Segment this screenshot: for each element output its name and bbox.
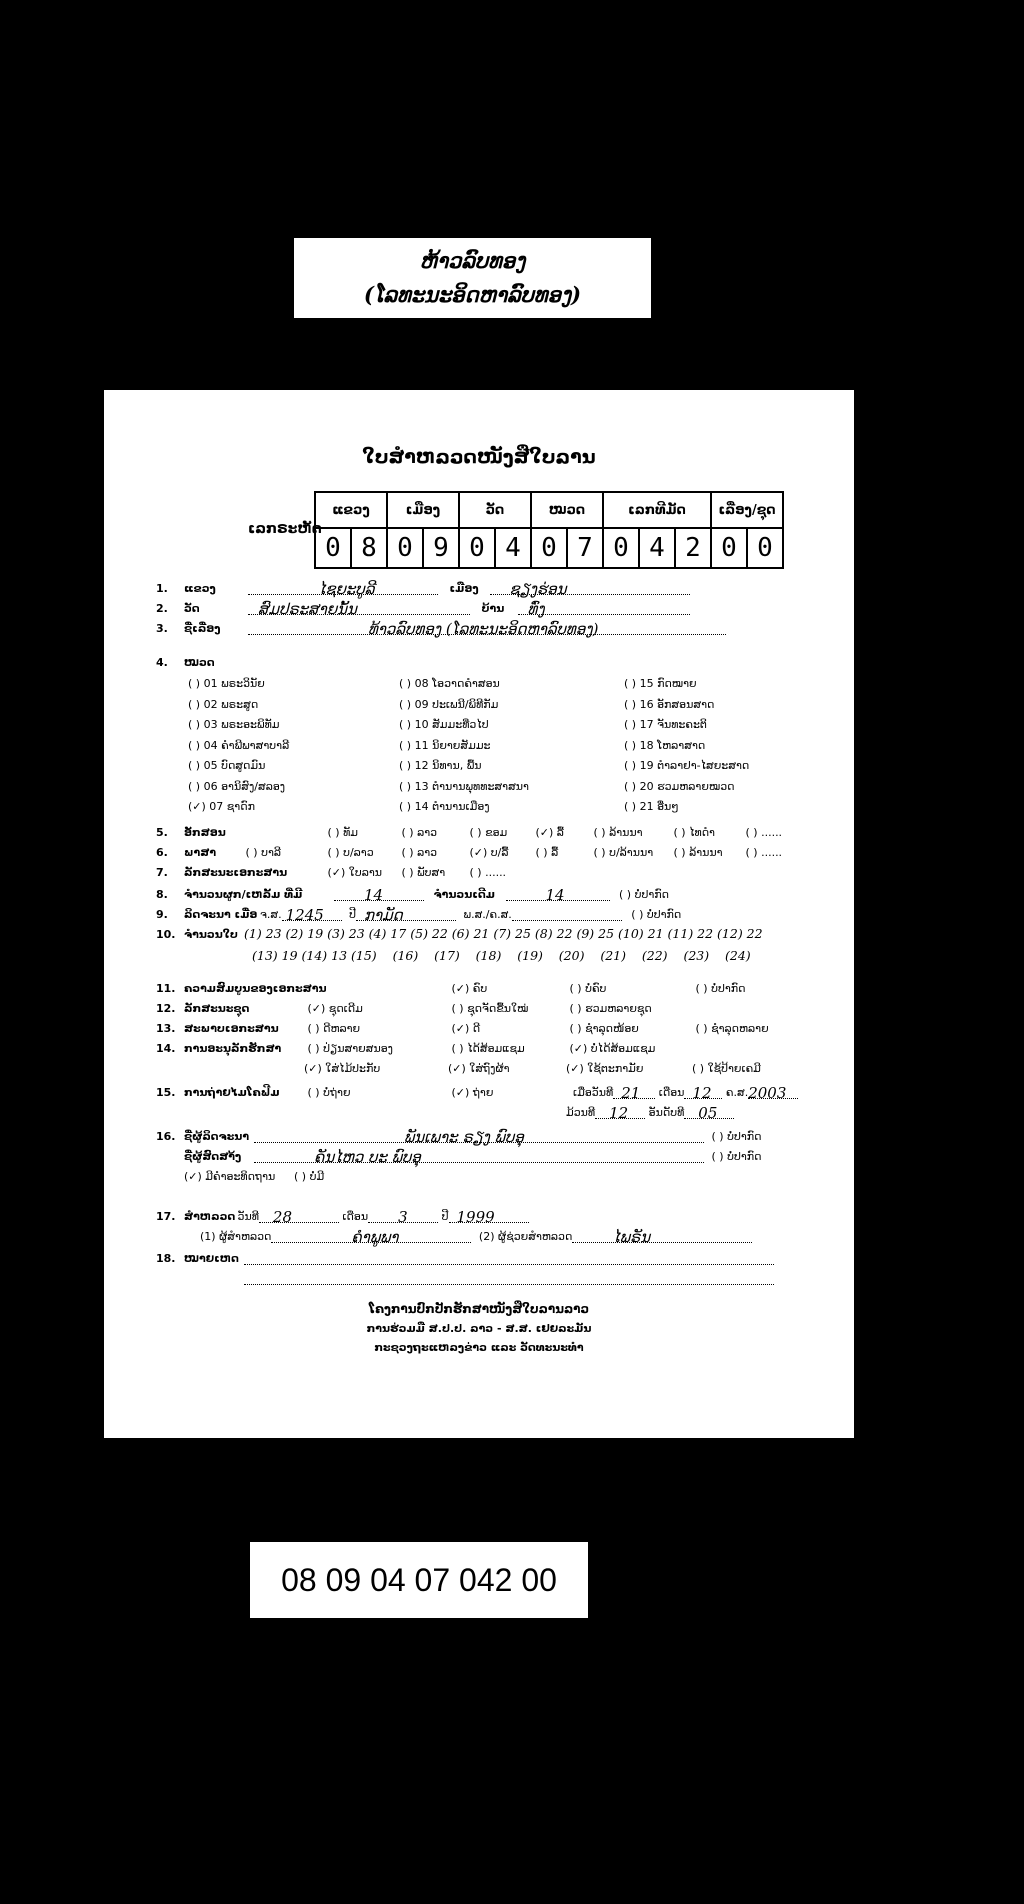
set-type-option[interactable]: ( ) ຮວມຫລາຍຊຸດ [569, 1002, 652, 1015]
category-option[interactable]: ( ) 19 ຕຳລາຢາ-ໄສຍະສາດ [624, 759, 750, 772]
category-column-2 [399, 674, 529, 818]
field-number: 13. [156, 1022, 176, 1035]
village-value: ທົ່ງ [527, 600, 545, 618]
field-bundles-row [156, 886, 669, 904]
field-label: ຈຳນວນໃບ [184, 928, 238, 941]
field-number: 2. [156, 602, 168, 615]
category-option[interactable]: ( ) 08 ໂອວາດຄຳສອນ [399, 677, 500, 690]
roll-label: ມ້ວນທີ [566, 1106, 596, 1119]
category-option[interactable]: ( ) 02 ພຣະສູດ [188, 697, 259, 711]
field-written-row [156, 906, 682, 924]
field-label: ສຳຫລວດ [184, 1210, 236, 1223]
field-folios-row [156, 926, 763, 941]
field-temple-row [156, 600, 690, 618]
script-option[interactable]: ( ) ລ້ານນາ [593, 826, 643, 839]
category-column-1 [188, 674, 289, 818]
category-option[interactable]: ( ) 21 ອື່ນໆ [624, 800, 679, 813]
field-scribe-row [156, 1128, 762, 1146]
category-option[interactable]: ( ) 20 ຮວມຫລາຍໝວດ [624, 779, 735, 793]
set-type-option[interactable]: (✓) ຊຸດເດີມ [307, 1002, 363, 1015]
code-digit: 0 [531, 528, 567, 568]
completeness-option[interactable]: ( ) ບໍ່ປາກົດ [695, 982, 746, 995]
field-notes-row [156, 1250, 774, 1265]
microfilm-year-label: ຄ.ສ. [725, 1086, 749, 1099]
field-conservation-row-2 [304, 1062, 761, 1075]
field-conservation-row [156, 1042, 655, 1055]
code-digit: 7 [567, 528, 603, 568]
conservation-option[interactable]: (✓) ໃສ່ຖົງຜ້າ [448, 1062, 510, 1075]
category-option[interactable]: ( ) 09 ປະເພນີ/ພິທີກັມ [399, 697, 499, 711]
code-digit: 0 [603, 528, 639, 568]
field-label: ໝາຍເຫດ [184, 1252, 239, 1265]
assistant-name: ໄພຣັນ [612, 1228, 651, 1246]
story-title-value: ທ້າວລົບທອງ (ໂລທະນະອິດຫາລົບທອງ) [368, 620, 599, 638]
language-option[interactable]: (✓) ບ/ລື້ [469, 846, 509, 859]
field-label: ເມືອງ [449, 582, 479, 595]
field-number: 15. [156, 1086, 176, 1099]
field-number: 8. [156, 888, 168, 901]
code-header-province: ແຂວງ [315, 492, 387, 528]
condition-option[interactable]: (✓) ດີ [451, 1022, 481, 1035]
field-province-row [156, 580, 690, 598]
field-number: 12. [156, 1002, 176, 1015]
category-option[interactable]: ( ) 03 ພຣະອະພິທັມ [188, 718, 280, 731]
code-label: ເລກຣະຫັດ [248, 521, 322, 537]
field-number: 1. [156, 582, 168, 595]
field-label: ລິດຈະນາ ເມື່ອ [184, 908, 258, 921]
title-label-card [294, 238, 651, 318]
conservation-option[interactable]: ( ) ປ່ຽນສາຍສນອງ [307, 1042, 393, 1055]
field-sponsor-row [184, 1148, 762, 1166]
microfilm-date-label: ເມື່ອວັນທີ [573, 1086, 614, 1099]
code-digit: 0 [711, 528, 747, 568]
temple-value: ສົມປຣະສາຍນັ້ນ [258, 600, 357, 618]
field-material-row [156, 866, 506, 879]
language-option[interactable]: ( ) ...... [745, 846, 783, 859]
field-label: ການຖ່າຍໄມໂຄຟີມ [184, 1086, 280, 1099]
language-option[interactable]: ( ) ລ້ານນາ [673, 846, 723, 859]
code-table [314, 491, 784, 569]
category-option[interactable]: ( ) 10 ສັມມະທີ່ວໄປ [399, 718, 489, 731]
category-option[interactable]: ( ) 14 ຕຳນານເມືອງ [399, 800, 490, 813]
field-number: 7. [156, 866, 168, 879]
roll-number: 12 [609, 1104, 629, 1122]
code-digit: 0 [387, 528, 423, 568]
microfilm-month-label: ເດືອນ [658, 1086, 685, 1099]
code-header-district: ເມືອງ [387, 492, 459, 528]
code-digit: 4 [495, 528, 531, 568]
conservation-option[interactable]: (✓) ບໍ່ໄດ້ສ້ອມແຊມ [569, 1042, 656, 1055]
material-option[interactable]: ( ) ...... [469, 866, 507, 879]
field-number: 14. [156, 1042, 176, 1055]
category-option[interactable]: ( ) 16 ອັກສອນສາດ [624, 697, 715, 711]
language-option[interactable]: ( ) ລື້ [535, 846, 559, 859]
original-count: 14 [545, 886, 565, 904]
conservation-option[interactable]: (✓) ໃຊ້ຕະກາມັຍ [566, 1062, 644, 1075]
survey-form [104, 390, 854, 1438]
surveyor-name: ຄຳພູພາ [351, 1228, 399, 1246]
field-category-row [156, 656, 215, 669]
code-header-temple: ວັດ [459, 492, 531, 528]
script-option[interactable]: ( ) ...... [745, 826, 783, 839]
field-label: ຈຳນວນເດີມ [433, 888, 495, 901]
bundles-count: 14 [364, 886, 384, 904]
field-completeness-row [156, 982, 746, 995]
code-digit: 9 [423, 528, 459, 568]
folios-row-1: (1) 23 (2) 19 (3) 23 (4) 17 (5) 22 (6) 21 (7) 25 (8) 22 (9) 25 (10) 21 (11) 22 (12) 22 [244, 926, 763, 941]
field-label: ບ້ານ [481, 602, 505, 615]
category-option[interactable]: ( ) 13 ຕຳນານພຸທທະສາສນາ [399, 779, 529, 793]
field-number: 16. [156, 1130, 176, 1143]
field-folios-row-2 [252, 948, 751, 963]
field-label: ຊື່ຜູ້ລິດຈະນາ [184, 1130, 250, 1143]
field-number: 6. [156, 846, 168, 859]
survey-year-label: ປີ [441, 1210, 449, 1223]
era-label: ຈ.ສ. [260, 908, 282, 921]
field-condition-row [156, 1022, 769, 1035]
survey-day-label: ວັນທີ [237, 1210, 259, 1223]
field-number: 5. [156, 826, 168, 839]
field-label: ແຂວງ [184, 582, 216, 595]
footer-line-3: ກະຊວງຖະແຫລງຂ່າວ ແລະ ວັດທະນະທຳ [374, 1341, 584, 1354]
category-option[interactable]: ( ) 18 ໂຫລາສາດ [624, 738, 706, 752]
conservation-option[interactable]: ( ) ໃຊ້ປ້າຍເຄມີ [692, 1062, 761, 1075]
sequence-label: ອັນດັບທີ [648, 1106, 685, 1119]
field-label: ການອະນຸລັກຮັກສາ [184, 1042, 282, 1055]
code-digit: 0 [459, 528, 495, 568]
field-notes-line-2 [244, 1270, 774, 1285]
field-label: ຄວາມສົມບູນຂອງເອກະສານ [184, 982, 327, 995]
written-year: 1245 [285, 906, 324, 924]
category-option[interactable]: (✓) 07 ຊາດົກ [188, 800, 255, 813]
set-type-option[interactable]: ( ) ຊຸດຈັດຂື້ນໃໝ່ [451, 1002, 529, 1015]
category-option[interactable]: ( ) 06 ອານິສົງ/ສລອງ [188, 779, 286, 793]
unknown-option[interactable]: ( ) ບໍ່ປາກົດ [631, 908, 682, 921]
field-label: ຊື່ຜູ້ສົດສາ້ງ [184, 1150, 242, 1163]
form-title: ໃບສຳຫລວດໜັງສືໃບລານ [362, 446, 596, 468]
assistant-label: (2) ຜູ້ຊ່ວຍສຳຫລວດ [478, 1230, 573, 1243]
language-option[interactable]: ( ) ບ/ລາວ [327, 846, 374, 859]
field-label: ວັດ [184, 602, 200, 615]
category-column-3 [624, 674, 749, 818]
survey-month: 3 [398, 1208, 408, 1226]
folios-row-2: (13) 19 (14) 13 (15) (16) (17) (18) (19) (20) (21) (22) (23) (24) [252, 948, 751, 963]
unknown-option[interactable]: ( ) ບໍ່ປາກົດ [711, 1130, 762, 1143]
field-surveyors-row [200, 1228, 752, 1246]
script-option[interactable]: (✓) ລື້ [535, 826, 564, 839]
code-header-category: ໝວດ [531, 492, 603, 528]
field-language-row [156, 846, 782, 859]
script-option[interactable]: ( ) ລາວ [401, 826, 438, 839]
era-label: ພ.ສ./ຄ.ສ. [463, 908, 512, 921]
script-option[interactable]: ( ) ໄທດຳ [673, 826, 715, 839]
title-line-2: (ໂລທະນະອິດຫາລົບທອງ) [363, 282, 582, 307]
unknown-option[interactable]: ( ) ບໍ່ປາກົດ [711, 1150, 762, 1163]
language-option[interactable]: ( ) ລາວ [401, 846, 438, 859]
surveyor-label: (1) ຜູ້ສຳຫລວດ [200, 1230, 272, 1243]
field-number: 18. [156, 1252, 176, 1265]
microfilm-month: 12 [692, 1084, 712, 1102]
code-digit: 2 [675, 528, 711, 568]
year-label: ປີ [349, 908, 357, 921]
category-option[interactable]: ( ) 15 ກົດໝາຍ [624, 677, 697, 690]
field-number: 9. [156, 908, 168, 921]
conservation-option[interactable]: ( ) ໄດ້ສ້ອມແຊມ [451, 1042, 525, 1055]
material-option[interactable]: (✓) ໃບລານ [327, 866, 383, 879]
sponsor-name: ຄັນໄຫວ ບະ ພົບອຸ [314, 1148, 421, 1166]
field-label: ຊື່ເລື່ອງ [184, 622, 221, 635]
field-number: 3. [156, 622, 168, 635]
condition-option[interactable]: ( ) ຊຳລຸດໜ້ອຍ [569, 1022, 639, 1035]
code-header-bundle: ເລກທີມັດ [603, 492, 711, 528]
field-label: ລັກສະນະເອກະສານ [184, 866, 288, 879]
title-line-1: ຫ້າວລົບທອງ [419, 248, 526, 273]
category-option[interactable]: ( ) 12 ນິທານ, ພື້ນ [399, 759, 482, 772]
category-option[interactable]: ( ) 11 ນິຍາຍສັມມະ [399, 738, 491, 752]
condition-option[interactable]: ( ) ດີຫລາຍ [307, 1022, 361, 1035]
code-number-label: 08 09 04 07 042 00 [250, 1542, 588, 1618]
field-survey-date-row [156, 1208, 529, 1226]
microfilm-day: 21 [621, 1084, 641, 1102]
province-value: ໄຊຍະບູລີ [318, 580, 375, 598]
form-footer [104, 1300, 854, 1357]
footer-line-2: ການຮ່ວມມື ສ.ປ.ປ. ລາວ - ສ.ສ. ເຢຍລະມັນ [366, 1322, 592, 1335]
condition-option[interactable]: ( ) ຊຳລຸດຫລາຍ [695, 1022, 769, 1035]
field-number: 10. [156, 928, 176, 941]
category-option[interactable]: ( ) 01 ພຣະວິນັຍ [188, 677, 265, 690]
microfilm-option[interactable]: (✓) ຖ່າຍ [451, 1086, 494, 1099]
district-value: ຊຽງຮ່ອນ [509, 580, 567, 598]
category-option[interactable]: ( ) 05 ບົດສູດມົນ [188, 759, 266, 772]
field-label: ລັກສະນະຊຸດ [184, 1002, 250, 1015]
survey-month-label: ເດືອນ [342, 1210, 369, 1223]
material-option[interactable]: ( ) ພັບສາ [401, 866, 446, 879]
code-digit: 0 [747, 528, 783, 568]
survey-year: 1999 [456, 1208, 495, 1226]
code-header-story: ເລື່ອງ/ຊຸດ [711, 492, 783, 528]
language-option[interactable]: ( ) ບ/ລ້ານນາ [593, 846, 654, 859]
script-option[interactable]: ( ) ຂອມ [469, 826, 508, 839]
field-label: ພາສາ [184, 846, 217, 859]
category-option[interactable]: ( ) 04 ຄຳພີພາສາບາລີ [188, 738, 290, 752]
field-number: 4. [156, 656, 168, 669]
field-story-title-row [156, 620, 726, 638]
field-number: 17. [156, 1210, 176, 1223]
language-option[interactable]: ( ) ບາລີ [245, 846, 282, 859]
scribe-name: ພັນເພາະ ຣຽງ ພົບອຸ [404, 1128, 524, 1146]
unknown-option[interactable]: ( ) ບໍ່ປາກົດ [619, 888, 669, 901]
completeness-option[interactable]: ( ) ບໍ່ຄົບ [569, 982, 607, 995]
field-label: ສະພາບເອກະສານ [184, 1022, 279, 1035]
survey-day: 28 [272, 1208, 293, 1226]
prayer-option[interactable]: (✓) ມີຄຳອະທິດຖານ [184, 1170, 276, 1183]
field-label: ໝວດ [184, 656, 215, 669]
code-digit: 8 [351, 528, 387, 568]
field-script-row [156, 826, 782, 839]
category-option[interactable]: ( ) 17 ຈັນທະຄະຕິ [624, 718, 707, 731]
sequence-number: 05 [698, 1104, 718, 1122]
field-label: ອັກສອນ [184, 826, 226, 839]
field-label: ຈຳນວນຜູກ/ເຫລັ້ມ ທີ່ມີ [184, 888, 303, 901]
year-name: ກາມັດ [364, 906, 403, 924]
microfilm-year: 2003 [748, 1084, 787, 1102]
field-set-type-row [156, 1002, 652, 1015]
field-microfilm-row [156, 1084, 798, 1102]
code-digit: 4 [639, 528, 675, 568]
field-number: 11. [156, 982, 176, 995]
conservation-option[interactable]: (✓) ໃສ່ໄມ້ປະກັບ [304, 1062, 381, 1075]
completeness-option[interactable]: (✓) ຄົບ [451, 982, 488, 995]
footer-line-1: ໂຄງການປົກປັກຮັກສາໜັງສືໃບລານລາວ [368, 1302, 590, 1316]
field-prayer-row [184, 1170, 324, 1183]
script-option[interactable]: ( ) ທັມ [327, 826, 359, 839]
microfilm-option[interactable]: ( ) ບໍ່ຖ່າຍ [307, 1086, 351, 1099]
code-digit: 0 [315, 528, 351, 568]
prayer-option[interactable]: ( ) ບໍ່ມີ [294, 1170, 325, 1183]
field-microfilm-roll-row [566, 1104, 734, 1122]
